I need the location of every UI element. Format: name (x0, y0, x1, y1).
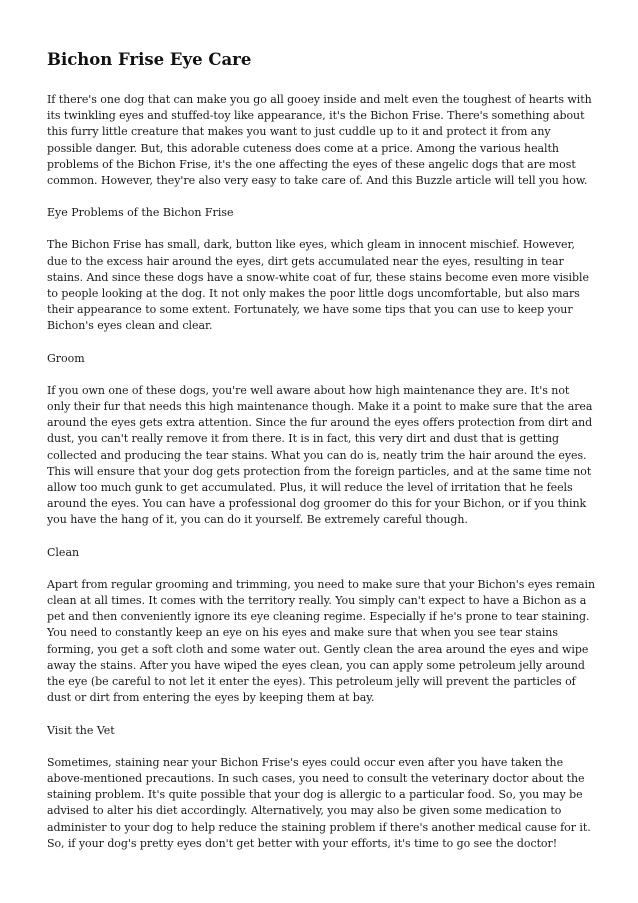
intro-paragraph: If there's one dog that can make you go all gooey inside and melt even the toughest of hearts with its twinkling eyes and stuffed-toy like appearance, it's the Bichon Frise. There's something about this furry little creature that makes you want to just cuddle up to it and protect it from any possible danger. But, this adorable cuteness does come at a price. Among the various health problems of the Bichon Frise, it's the one affecting the eyes of these angelic dogs that are most common. However, they're also very easy to take care of. And this Buzzle article will tell you how. (47, 93, 592, 188)
document-page (47, 48, 595, 868)
section-groom (47, 351, 595, 529)
section-visit-the-vet (47, 723, 595, 852)
section-heading: Visit the Vet (47, 723, 115, 737)
section-clean (47, 545, 595, 707)
section-eye-problems (47, 205, 595, 334)
page-title: Bichon Frise Eye Care (47, 50, 252, 69)
section-body: If you own one of these dogs, you're well aware about how high maintenance they are. It's not only their fur that needs this high maintenance though. Make it a point to make sure that the area around the eyes gets extra attention. Since the fur around the eyes offers protection from dirt and dust, you can't really remove it from there. It is in fact, this very dirt and dust that is getting collected and producing the tear stains. What you can do is, neatly trim the hair around the eyes. This will ensure that your dog gets protection from the foreign particles, and at the same time not allow too much gunk to get accumulated. Plus, it will reduce the level of irritation that he feels around the eyes. You can have a professional dog groomer do this for your Bichon, or if you think you have the hang of it, you can do it yourself. Be extremely careful though. (47, 383, 593, 527)
section-heading: Clean (47, 545, 80, 559)
section-heading: Groom (47, 351, 85, 365)
section-body: Apart from regular grooming and trimming, you need to make sure that your Bichon's eyes remain clean at all times. It comes with the territory really. You simply can't expect to have a Bichon as a pet and then conveniently ignore its eye cleaning regime. Especially if he's prone to tear staining. You need to constantly keep an eye on his eyes and make sure that when you see tear stains forming, you get a soft cloth and some water out. Gently clean the area around the eyes and wipe away the stains. After you have wiped the eyes clean, you can apply some petroleum jelly around the eye (be careful to not let it enter the eyes). This petroleum jelly will prevent the particles of dust or dirt from entering the eyes by keeping them at bay. (47, 577, 595, 705)
section-body: Sometimes, staining near your Bichon Frise's eyes could occur even after you have taken the above-mentioned precautions. In such cases, you need to consult the veterinary doctor about the staining problem. It's quite possible that your dog is allergic to a particular food. So, you may be advised to alter his diet accordingly. Alternatively, you may also be given some medication to administer to your dog to help reduce the staining problem if there's another medical cause for it. So, if your dog's pretty eyes don't get better with your efforts, it's time to go see the doctor! (47, 755, 591, 850)
section-body: The Bichon Frise has small, dark, button like eyes, which gleam in innocent mischief. However, due to the excess hair around the eyes, dirt gets accumulated near the eyes, resulting in tear stains. And since these dogs have a snow-white coat of fur, these stains become even more visible to people looking at the dog. It not only makes the poor little dogs uncomfortable, but also mars their appearance to some extent. Fortunately, we have some tips that you can use to keep your Bichon's eyes clean and clear. (47, 238, 589, 333)
section-heading: Eye Problems of the Bichon Frise (47, 206, 234, 220)
